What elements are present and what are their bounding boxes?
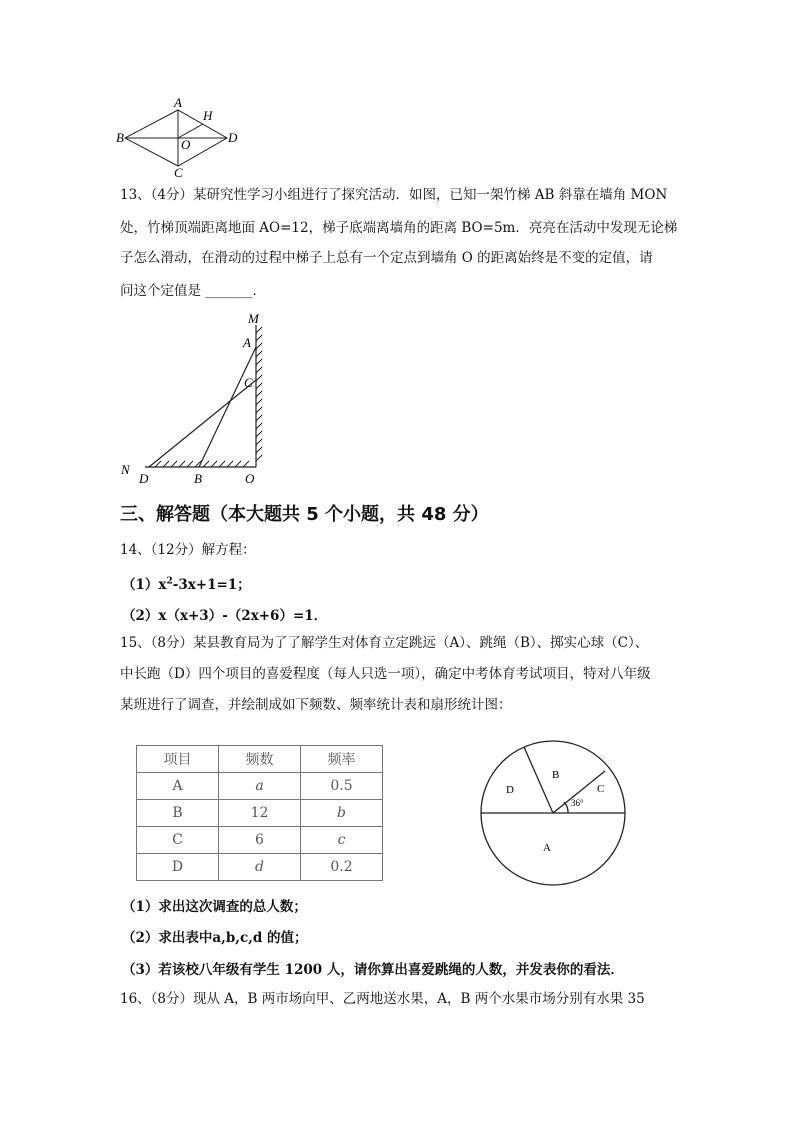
section-3-title: 三、解答题（本大题共 5 个小题，共 48 分）	[120, 504, 489, 525]
label-O: O	[245, 471, 255, 486]
label-A: A	[174, 98, 182, 110]
table-header: 项目	[137, 746, 219, 773]
table-cell: 6	[219, 827, 301, 854]
q14-part1-a: （1）x	[122, 577, 167, 593]
pie-chart	[478, 738, 628, 888]
q14-part1	[122, 573, 251, 593]
q13-line3: 子怎么滑动，在滑动的过程中梯子上总有一个定点到墙角 O 的距离始终是不变的定值，请	[120, 250, 653, 266]
table-row	[137, 773, 383, 800]
table-row	[137, 854, 383, 881]
q15-line3: 某班进行了调查，并绘制成如下频数、频率统计表和扇形统计图：	[120, 697, 512, 713]
table-cell: d	[219, 854, 301, 881]
label-M: M	[248, 311, 259, 326]
table-cell: B	[137, 800, 219, 827]
label-N: N	[121, 462, 130, 477]
table-header: 频率	[301, 746, 383, 773]
table-cell: 0.5	[301, 773, 383, 800]
q15-sub1: （1）求出这次调查的总人数；	[122, 899, 307, 915]
table-cell: a	[219, 773, 301, 800]
label-A: A	[243, 335, 251, 350]
q15-sub2: （2）求出表中a,b,c,d 的值；	[122, 930, 308, 946]
table-cell: D	[137, 854, 219, 881]
q14-part1-exponent: 2	[166, 576, 173, 587]
q14-part1-b: -3x+1=1；	[172, 577, 251, 593]
rhombus-figure	[115, 98, 240, 180]
q13-line4: 问这个定值是 _______．	[120, 283, 267, 299]
table-row	[137, 827, 383, 854]
ladder-figure	[115, 305, 280, 490]
table-header-row	[137, 746, 383, 773]
label-O: O	[181, 137, 191, 152]
label-B: B	[116, 130, 124, 145]
label-C: C	[244, 375, 253, 390]
q13-line1: 13、（4分）某研究性学习小组进行了探究活动．如图，已知一架竹梯 AB 斜靠在墙角 MON	[120, 187, 668, 203]
table-cell: b	[301, 800, 383, 827]
table-cell: A	[137, 773, 219, 800]
label-D: D	[139, 471, 149, 486]
table-cell: c	[301, 827, 383, 854]
label-H: H	[203, 108, 213, 123]
pie-label-A: A	[543, 842, 551, 854]
q16-line1: 16、（8分）现从 A，B 两市场向甲、乙两地送水果，A，B 两个水果市场分别有水果 35	[120, 991, 645, 1007]
q14-stem: 14、（12分）解方程：	[120, 542, 256, 558]
pie-label-D: D	[506, 784, 514, 796]
pie-label-C: C	[597, 783, 605, 795]
frequency-table	[136, 745, 383, 881]
label-B: B	[194, 471, 202, 486]
q15-sub3: （3）若该校八年级有学生 1200 人，请你算出喜爱跳绳的人数，并发表你的看法．	[122, 962, 624, 978]
q14-part2: （2）x（x+3）-（2x+6）=1．	[122, 608, 328, 624]
pie-label-B: B	[552, 769, 560, 781]
label-C: C	[174, 165, 183, 180]
table-row	[137, 800, 383, 827]
table-header: 频数	[219, 746, 301, 773]
table-cell: 0.2	[301, 854, 383, 881]
q15-line2: 中长跑（D）四个项目的喜爱程度（每人只选一项），确定中考体育考试项目，特对八年级	[120, 666, 651, 682]
table-cell: C	[137, 827, 219, 854]
q13-line2: 处，竹梯顶端距离地面 AO=12，梯子底端离墙角的距离 BO=5m．亮亮在活动中发现无论梯	[120, 220, 678, 236]
pie-angle-label: 36°	[571, 798, 584, 808]
table-cell: 12	[219, 800, 301, 827]
q15-line1: 15、（8分）某县教育局为了了解学生对体育立定跳远（A）、跳绳（B）、掷实心球（C）、	[120, 635, 649, 651]
label-D: D	[228, 130, 238, 145]
